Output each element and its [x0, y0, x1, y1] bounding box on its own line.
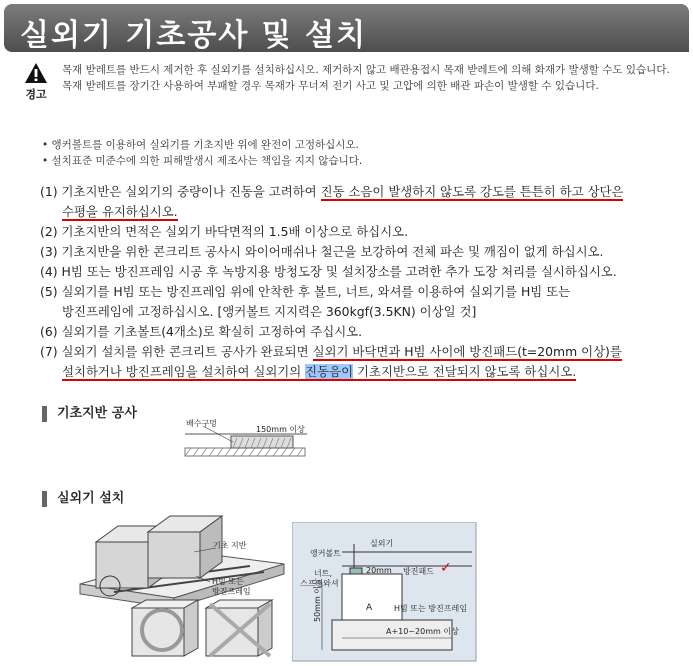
bullet-item: • 앵커볼트를 이용하여 실외기를 기초지반 위에 완전이 고정하십시오. [42, 137, 362, 153]
drain-hole-label: 배수구멍 [186, 419, 217, 428]
check-icon: ✓ [440, 560, 452, 576]
section-heading-install: 실외기 설치 [42, 491, 124, 507]
dimension-a-label: A [366, 603, 373, 613]
instruction-item-1 [40, 182, 680, 222]
highlighted-text: 수평을 유지하십시오. [62, 204, 178, 219]
washer-label: 스프링와셔 [300, 579, 339, 588]
section-heading-foundation: 기초지반 공사 [42, 406, 137, 422]
title-bar [4, 4, 689, 52]
item-number: (7) [40, 344, 58, 359]
item-text: 실외기를 H빔 또는 방진프레임 위에 안착한 후 볼트, 너트, 와셔를 이용하여 실외기를 H빔 또는 [61, 284, 571, 299]
width-dimension-label: 150mm 이상 [256, 425, 305, 434]
outdoor-unit-label: 실외기 [370, 539, 394, 548]
item-text: H빔 또는 방진프레임 시공 후 녹방지용 방청도장 및 설치장소를 고려한 추가 도장 처리를 실시하십시오. [61, 264, 617, 279]
item-text: 기초지반은 실외기의 중량이나 진동을 고려하여 [61, 184, 321, 199]
item-text: 실외기 설치를 위한 콘크리트 공사가 완료되면 [61, 344, 313, 359]
item-text: 방진프레임에 고정하십시오. [앵커볼트 지지력은 360kgf(3.5KN) 이상일 것] [62, 304, 477, 319]
warning-line: 목재 받레트를 반드시 제거한 후 실외기를 설치하십시오. 제거하지 않고 배관용접시 목재 받레트에 의해 화재가 발생할 수도 있습니다. [62, 64, 670, 76]
warning-text [62, 62, 670, 94]
item-text: 실외기를 기초볼트(4개소)로 확실히 고정하여 주십시오. [61, 324, 363, 339]
instruction-item-7 [40, 342, 680, 382]
instruction-item-6 [40, 322, 680, 342]
bullet-item: • 설치표준 미준수에 의한 피해발생시 제조사는 책임을 지지 않습니다. [42, 153, 362, 169]
unit-install-diagram [70, 512, 290, 662]
anchor-bolt-label: 앵커볼트 [310, 549, 341, 558]
foundation-label: 기초 지반 [213, 541, 247, 550]
bullet-list [42, 137, 362, 169]
item-text: 기초지반의 면적은 실외기 바닥면적의 1.5배 이상으로 하십시오. [61, 224, 409, 239]
instruction-list [40, 182, 680, 382]
warning-icon [24, 62, 48, 84]
instruction-item-5 [40, 282, 680, 322]
nut-label: 너트, [314, 569, 332, 578]
item-text: 기초지반을 위한 콘크리트 공사시 와이어매쉬나 철근을 보강하여 전체 파손 및 깨짐이 없게 하십시오. [61, 244, 604, 259]
instruction-item-3 [40, 242, 680, 262]
instruction-item-2 [40, 222, 680, 242]
instruction-item-4 [40, 262, 680, 282]
warning-block [18, 62, 54, 102]
warning-line: 목재 받레트를 장기간 사용하여 부패할 경우 목재가 무너져 전기 사고 및 고압에 의한 배관 파손이 발생할 수 있습니다. [62, 80, 599, 92]
highlighted-text: 설치하거나 방진프레임을 설치하여 실외기의 진동음이 기초지반으로 전달되지 않도록 하십시오. [62, 364, 577, 379]
blue-highlight: 진동음이 [305, 364, 354, 379]
height-dimension-label: 50mm 이상 [313, 578, 322, 622]
pad-dimension-label: 20mm [366, 566, 392, 575]
highlighted-text: 실외기 바닥면과 H빔 사이에 방진패드(t=20mm 이상)를 [312, 344, 622, 359]
pad-label: 방진패드 [403, 567, 434, 576]
hbeam-frame-label: H빔 또는 방진프레임 [394, 604, 467, 613]
item-number: (6) [40, 324, 58, 339]
a-dimension-label: A+10~20mm 이상 [386, 627, 459, 636]
item-number: (4) [40, 264, 58, 279]
page-title: 실외기 기초공사 및 설치 [20, 18, 368, 53]
highlighted-text: 진동 소음이 발생하지 않도록 강도를 튼튼히 하고 상단은 [320, 184, 624, 199]
item-number: (5) [40, 284, 58, 299]
item-number: (2) [40, 224, 58, 239]
item-number: (1) [40, 184, 58, 199]
hbeam-label: H빔 또는 [212, 577, 244, 586]
warning-label: 경고 [25, 88, 47, 101]
frame-label: 방진프레임 [212, 587, 251, 596]
item-number: (3) [40, 244, 58, 259]
